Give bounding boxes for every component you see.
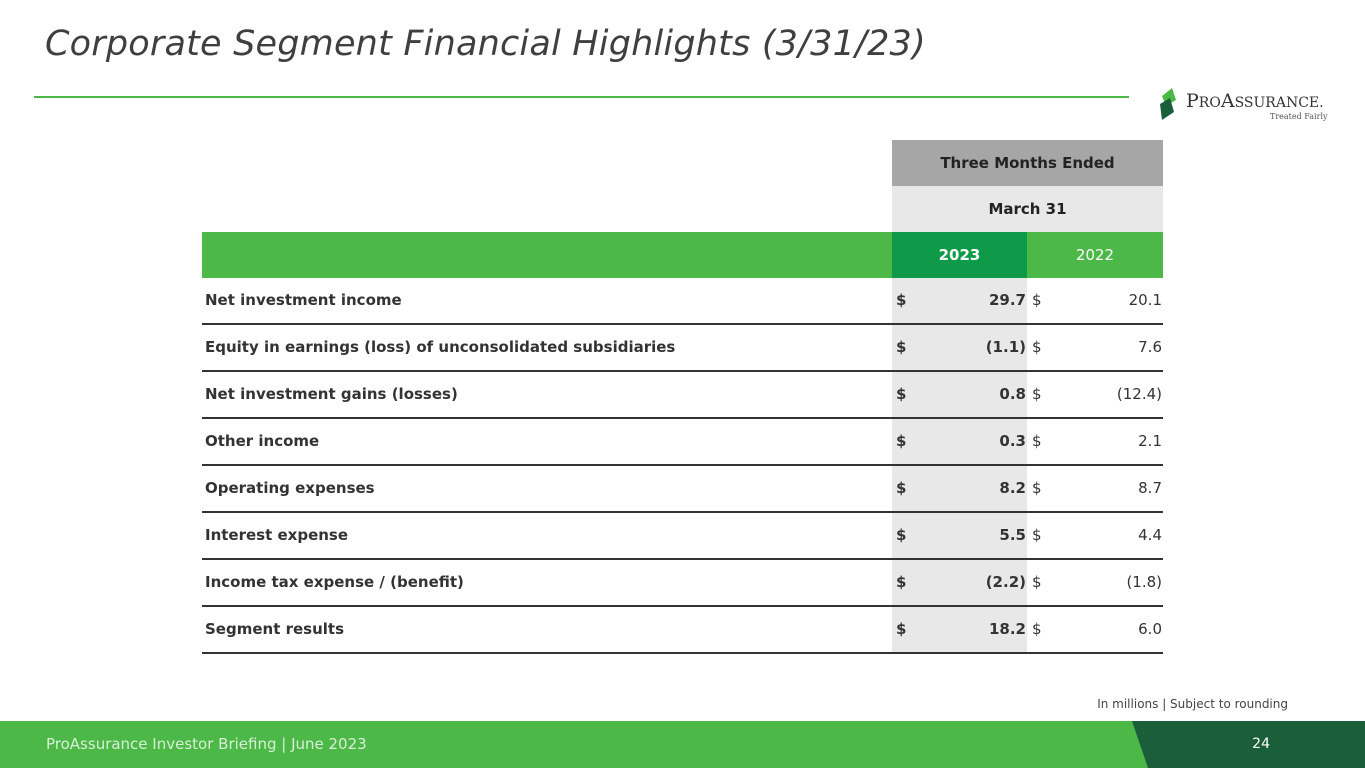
row-label: Operating expenses bbox=[205, 479, 375, 497]
footer-text: ProAssurance Investor Briefing | June 2023 bbox=[46, 735, 367, 753]
current-dollar-sign: $ bbox=[896, 385, 907, 403]
header-period: Three Months Ended bbox=[892, 140, 1163, 186]
year-current: 2023 bbox=[892, 232, 1027, 278]
financial-table bbox=[202, 140, 1163, 654]
prior-value: 8.7 bbox=[1138, 479, 1162, 497]
prior-value: (12.4) bbox=[1116, 385, 1162, 403]
prior-dollar-sign: $ bbox=[1032, 338, 1042, 356]
row-label: Other income bbox=[205, 432, 320, 450]
row-label: Income tax expense / (benefit) bbox=[205, 573, 464, 591]
table-body bbox=[202, 278, 1163, 654]
current-dollar-sign: $ bbox=[896, 620, 907, 638]
table-row bbox=[202, 466, 1163, 513]
header-date: March 31 bbox=[892, 186, 1163, 232]
current-dollar-sign: $ bbox=[896, 338, 907, 356]
page-number: 24 bbox=[1252, 736, 1270, 752]
table-row bbox=[202, 325, 1163, 372]
current-dollar-sign: $ bbox=[896, 291, 907, 309]
prior-value: 4.4 bbox=[1138, 526, 1162, 544]
table-row bbox=[202, 513, 1163, 560]
prior-dollar-sign: $ bbox=[1032, 479, 1042, 497]
slide-title: Corporate Segment Financial Highlights (3/31/23) bbox=[45, 24, 926, 64]
row-label: Interest expense bbox=[205, 526, 349, 544]
prior-value: (1.8) bbox=[1126, 573, 1162, 591]
current-value: 18.2 bbox=[988, 620, 1026, 638]
row-label: Segment results bbox=[205, 620, 345, 638]
prior-value: 6.0 bbox=[1138, 620, 1162, 638]
current-value: 0.3 bbox=[999, 432, 1026, 450]
current-value: 5.5 bbox=[999, 526, 1026, 544]
logo-wordmark: PROASSURANCE. bbox=[1186, 90, 1324, 112]
year-row bbox=[202, 232, 1163, 278]
current-value: 29.7 bbox=[988, 291, 1026, 309]
row-label: Net investment income bbox=[205, 291, 402, 309]
current-value: 8.2 bbox=[999, 479, 1026, 497]
prior-dollar-sign: $ bbox=[1032, 291, 1042, 309]
prior-dollar-sign: $ bbox=[1032, 573, 1042, 591]
logo-tagline: Treated Fairly bbox=[1270, 112, 1328, 121]
footnote: In millions | Subject to rounding bbox=[1097, 697, 1288, 711]
prior-dollar-sign: $ bbox=[1032, 432, 1042, 450]
row-label: Net investment gains (losses) bbox=[205, 385, 458, 403]
prior-value: 20.1 bbox=[1128, 291, 1162, 309]
current-dollar-sign: $ bbox=[896, 573, 907, 591]
footer-bar bbox=[0, 721, 1365, 768]
company-logo bbox=[1158, 86, 1338, 126]
current-value: (1.1) bbox=[985, 338, 1026, 356]
prior-dollar-sign: $ bbox=[1032, 526, 1042, 544]
row-label: Equity in earnings (loss) of unconsolidated subsidiaries bbox=[205, 338, 676, 356]
table-row bbox=[202, 419, 1163, 466]
leaf-logo-icon bbox=[1158, 86, 1184, 122]
prior-value: 2.1 bbox=[1138, 432, 1162, 450]
header-date-row bbox=[202, 186, 1163, 232]
table-row bbox=[202, 560, 1163, 607]
current-value: 0.8 bbox=[999, 385, 1026, 403]
prior-dollar-sign: $ bbox=[1032, 620, 1042, 638]
table-row bbox=[202, 607, 1163, 654]
year-prior: 2022 bbox=[1075, 246, 1115, 264]
title-divider bbox=[34, 96, 1129, 98]
header-period-row bbox=[202, 140, 1163, 186]
prior-value: 7.6 bbox=[1138, 338, 1162, 356]
current-value: (2.2) bbox=[985, 573, 1026, 591]
current-dollar-sign: $ bbox=[896, 432, 907, 450]
prior-dollar-sign: $ bbox=[1032, 385, 1042, 403]
table-row bbox=[202, 278, 1163, 325]
table-row bbox=[202, 372, 1163, 419]
current-dollar-sign: $ bbox=[896, 526, 907, 544]
current-dollar-sign: $ bbox=[896, 479, 907, 497]
